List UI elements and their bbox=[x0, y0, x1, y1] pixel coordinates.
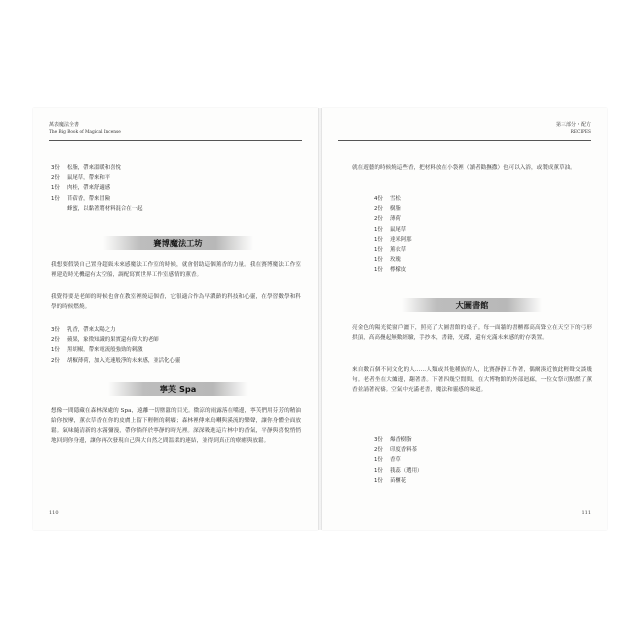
ingredient: 爆香樹脂 bbox=[390, 437, 412, 443]
list-item bbox=[51, 345, 180, 355]
ingredient: 胡椒薄荷，加入光速般淨的未來感，並活化心靈 bbox=[67, 357, 181, 364]
right-page bbox=[322, 108, 607, 530]
paragraph: 來自數百個不同文化的人……人類或其他種族的人，比賽靜靜工作著，偶爾湊近彼此輕聲交談幾句。老者坐在大爐邊，翻著書。下著四幾空閒間，在大博物館的外部迴廊，一位女祭司點燃了薰香並誦著祝禱。空氣中充滿老書，魔法和靈感的味道。 bbox=[352, 367, 592, 393]
ingredient: 香草 bbox=[390, 457, 401, 464]
ingredient-list bbox=[374, 194, 412, 276]
list-item bbox=[374, 214, 412, 224]
quantity: 1份 bbox=[374, 467, 383, 474]
header-title: 第三部分・配方 bbox=[555, 122, 591, 128]
list-item bbox=[374, 225, 412, 235]
list-item bbox=[51, 163, 142, 173]
quantity: 2份 bbox=[374, 447, 383, 454]
paragraph: 想像一間隱藏在森林深處的 Spa，遠離一切塵囂的目光。微涼的雨露落在嘴邊，寧芙們用芬芳的精油給你按摩，薰衣草香在你的皮膚上留下輕輕的刺癢；森林裡傳來鳥囀與溪流的樂聲，讓你身體全面放鬆。氣味隨清新的水霧彌漫，帶你徜徉於寧靜的時光裡。深深吸進這片林中的香氣，平靜與喜悅悄悄地回到你身邊，讓你再次發現自己與大自然之間溫柔的連結，並得到真正的療癒與放鬆。 bbox=[51, 408, 301, 444]
ingredient: 薰衣草 bbox=[390, 247, 407, 254]
quantity: 2份 bbox=[374, 216, 383, 223]
paragraph: 就在遊藝的時候燒這些香，把材料放在小袋裡（讀者勸撫撒）也可以入浴，或製成薰草油。 bbox=[352, 165, 576, 171]
quantity: 3份 bbox=[51, 165, 60, 171]
ingredient: 松脂，帶來溫暖和喜悅 bbox=[67, 165, 121, 171]
ingredient: 玫瑰 bbox=[390, 257, 401, 264]
ingredient: 乳香，帶來太陽之力 bbox=[67, 327, 116, 333]
list-item bbox=[51, 183, 142, 193]
ingredient: 莪蕊（選用） bbox=[390, 467, 423, 474]
ingredient: 鼠尾草 bbox=[390, 226, 407, 233]
quantity: 2份 bbox=[51, 175, 60, 182]
ingredient: 檸檬皮 bbox=[390, 267, 407, 274]
quantity: 2份 bbox=[51, 337, 60, 344]
ingredient: 鼠尾草，帶來和平 bbox=[67, 175, 111, 182]
paragraph: 我覺得要是老師的時候也會在教室裡燒這個香，它很適合作為早濃齡的科技和心靈，在學習數學和科學的時候燃燒。 bbox=[51, 294, 301, 310]
quantity: 1份 bbox=[374, 226, 383, 233]
header-subtitle: RECIPES bbox=[570, 130, 591, 135]
quantity: 4份 bbox=[374, 196, 383, 202]
section-heading: 賽博魔法工坊 bbox=[103, 236, 253, 250]
ingredient: 肉桂，帶來舒適感 bbox=[67, 185, 111, 192]
list-item bbox=[374, 235, 412, 245]
section-heading: 大圖書館 bbox=[402, 298, 542, 312]
list-item bbox=[374, 455, 422, 465]
ingredient-list bbox=[51, 163, 142, 214]
header-rule bbox=[338, 140, 591, 141]
list-item bbox=[374, 265, 412, 275]
list-item bbox=[51, 325, 180, 335]
list-item bbox=[374, 466, 422, 476]
list-item bbox=[51, 204, 142, 214]
ingredient: 苜蓿香，帶來冒險 bbox=[67, 195, 111, 202]
ingredient: 薄荷 bbox=[390, 216, 401, 223]
list-item bbox=[374, 476, 422, 486]
quantity: 2份 bbox=[51, 357, 60, 364]
quantity: 3份 bbox=[374, 437, 383, 443]
quantity: 1份 bbox=[374, 257, 383, 264]
running-header-left bbox=[49, 122, 121, 136]
paragraph: 亮金色的陽光從窗戶灑下，照亮了大圖書館的桌子。每一面牆的書櫃都高高聳立在天空下的弓形拱頂，高高疊起無數經驗，手抄本，書籍，光碟，還有充滿未來感的貯存裝置。 bbox=[352, 325, 592, 341]
ingredient: 雪松 bbox=[390, 196, 401, 202]
ingredient: 蘋果，象徵知識的果實還有偉大的老師 bbox=[67, 337, 159, 344]
list-item bbox=[51, 194, 142, 204]
quantity: 1份 bbox=[374, 267, 383, 274]
quantity: 2份 bbox=[374, 206, 383, 213]
quantity: 1份 bbox=[51, 185, 60, 192]
ingredient: 黑胡椒，帶來電流般強勁的刺激 bbox=[67, 347, 143, 354]
ingredient: 印度香料茶 bbox=[390, 447, 417, 454]
quantity: 1份 bbox=[374, 477, 383, 484]
page-number: 110 bbox=[49, 510, 59, 516]
list-item bbox=[374, 255, 412, 265]
header-title: 萬表魔法全書 bbox=[49, 122, 80, 128]
section-heading: 寧芙 Spa bbox=[108, 382, 248, 396]
list-item bbox=[51, 356, 180, 366]
quantity: 3份 bbox=[51, 327, 60, 333]
ingredient-list bbox=[374, 435, 422, 486]
header-rule bbox=[49, 140, 302, 141]
list-item bbox=[374, 194, 412, 204]
ingredient-list bbox=[51, 325, 180, 366]
page-number: 111 bbox=[581, 510, 591, 516]
running-header-right bbox=[556, 122, 591, 136]
list-item bbox=[51, 173, 142, 183]
ingredient: 達米阿那 bbox=[390, 236, 412, 243]
list-item bbox=[374, 445, 422, 455]
list-item bbox=[51, 335, 180, 345]
list-item bbox=[374, 204, 412, 214]
ingredient: 樹脂 bbox=[390, 206, 401, 213]
quantity: 1份 bbox=[374, 457, 383, 464]
list-item bbox=[374, 245, 412, 255]
list-item bbox=[374, 435, 422, 445]
quantity: 1份 bbox=[51, 195, 60, 202]
paragraph: 我想要假裝自己置身超級未來感魔法工作室的時候，就會借助這個薰香的力量。我在賽博魔法工作室裡建造時光機還有太空船，調配寫實世界工作室感情的薰香。 bbox=[51, 262, 301, 278]
ingredient: 苗櫃花 bbox=[390, 477, 407, 484]
quantity: 1份 bbox=[374, 247, 383, 254]
quantity: 1份 bbox=[374, 236, 383, 243]
left-page bbox=[33, 108, 318, 530]
quantity: 1份 bbox=[51, 347, 60, 354]
header-subtitle: The Big Book of Magical Incense bbox=[49, 130, 121, 135]
ingredient: 蜂蜜，以黏著將材料混合在一起 bbox=[67, 205, 143, 212]
